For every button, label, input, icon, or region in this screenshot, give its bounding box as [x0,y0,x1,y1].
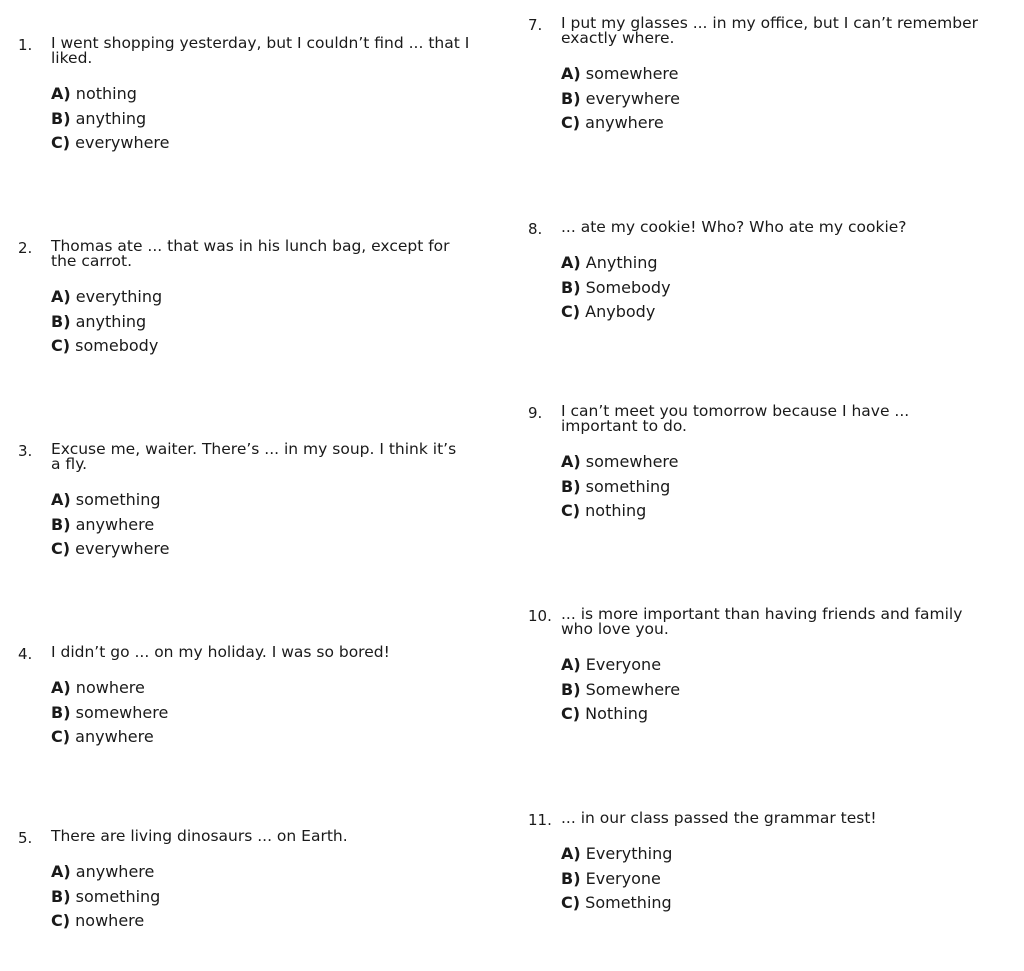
option-c[interactable] [561,891,877,916]
option-text: Something [585,893,672,912]
option-b[interactable] [51,107,469,132]
option-c[interactable] [51,131,469,156]
option-list [51,860,348,934]
option-letter: B) [51,311,71,331]
option-b[interactable] [51,701,390,726]
option-letter: B) [51,514,71,534]
question-5 [18,829,348,934]
question-stem: I didn’t go ... on my holiday. I was so bored! [51,643,390,661]
question-number: 9. [528,404,543,422]
question-number: 3. [18,442,33,460]
option-text: somewhere [585,64,679,83]
option-text: somewhere [75,702,169,722]
option-text: Everyone [585,655,662,674]
option-a[interactable] [561,251,907,276]
option-letter: A) [51,490,71,509]
option-letter: B) [561,868,581,888]
option-text: Everything [585,844,673,863]
option-list [51,676,390,750]
option-list [561,251,907,325]
option-letter: B) [51,702,71,722]
option-b[interactable] [561,475,909,500]
option-a[interactable] [51,860,348,885]
option-text: nowhere [75,678,145,697]
question-11 [528,811,877,916]
question-7 [528,16,978,136]
question-stem: I can’t meet you tomorrow because I have ... important to do. [561,402,910,435]
option-b[interactable] [51,513,456,538]
option-list [561,450,909,524]
option-letter: C) [561,501,581,520]
option-text: anything [75,311,147,331]
option-text: something [585,476,671,496]
option-list [561,653,962,727]
question-number: 7. [528,16,543,34]
question-1 [18,36,469,156]
option-text: Somewhere [585,679,681,699]
option-b[interactable] [561,87,978,112]
option-c[interactable] [51,909,348,934]
question-number: 10. [528,607,552,625]
option-a[interactable] [561,653,962,678]
option-list [561,62,978,136]
option-text: everywhere [585,88,680,108]
option-letter: C) [51,539,71,558]
question-stem: ... is more important than having friends and family who love you. [561,605,963,638]
option-c[interactable] [561,300,907,325]
option-text: everywhere [75,539,170,558]
option-letter: A) [561,64,581,83]
option-list [561,842,877,916]
option-text: anywhere [75,514,155,534]
option-letter: B) [561,476,581,496]
option-letter: C) [51,336,71,355]
option-text: anywhere [585,113,664,132]
question-stem: Thomas ate ... that was in his lunch bag, except for the carrot. [51,237,450,270]
option-c[interactable] [561,111,978,136]
option-letter: B) [561,679,581,699]
question-number: 5. [18,829,33,847]
option-text: Somebody [585,277,671,297]
option-b[interactable] [561,678,962,703]
option-b[interactable] [561,276,907,301]
option-text: anywhere [75,727,154,746]
question-2 [18,239,450,359]
option-a[interactable] [561,450,909,475]
option-letter: A) [51,287,71,306]
option-letter: C) [561,704,581,723]
option-a[interactable] [51,488,456,513]
option-text: everywhere [75,133,170,152]
option-a[interactable] [51,676,390,701]
option-letter: A) [51,862,71,881]
question-number: 11. [528,811,552,829]
option-b[interactable] [51,885,348,910]
option-letter: C) [51,133,71,152]
question-number: 1. [18,36,33,54]
question-number: 8. [528,220,543,238]
option-letter: C) [51,911,71,930]
question-8 [528,220,907,325]
option-a[interactable] [51,82,469,107]
option-letter: A) [51,678,71,697]
option-c[interactable] [51,537,456,562]
question-stem: I put my glasses ... in my office, but I can’t remember exactly where. [561,14,979,47]
option-letter: A) [561,655,581,674]
question-stem: ... ate my cookie! Who? Who ate my cookie? [561,218,907,236]
option-b[interactable] [561,867,877,892]
option-letter: C) [51,727,71,746]
option-letter: C) [561,302,581,321]
option-c[interactable] [51,334,450,359]
option-text: Anything [585,253,658,272]
option-text: nowhere [75,911,145,930]
option-letter: A) [561,253,581,272]
option-letter: A) [561,452,581,471]
question-9 [528,404,909,524]
option-a[interactable] [561,62,978,87]
option-b[interactable] [51,310,450,335]
option-letter: C) [561,113,581,132]
option-letter: A) [51,84,71,103]
question-3 [18,442,456,562]
question-stem: Excuse me, waiter. There’s ... in my soup. I think it’s a fly. [51,440,457,473]
option-text: Everyone [585,868,661,888]
question-4 [18,645,390,750]
option-text: nothing [75,84,137,103]
option-text: everything [75,287,163,306]
question-stem: There are living dinosaurs ... on Earth. [51,827,348,845]
option-a[interactable] [51,285,450,310]
option-text: something [75,490,161,509]
option-c[interactable] [561,702,962,727]
question-number: 2. [18,239,33,257]
option-list [51,488,456,562]
option-text: Nothing [585,704,649,723]
option-letter: B) [561,277,581,297]
option-text: anything [75,108,147,128]
question-stem: ... in our class passed the grammar test! [561,809,877,827]
option-list [51,285,450,359]
option-c[interactable] [51,725,390,750]
option-a[interactable] [561,842,877,867]
option-letter: B) [561,88,581,108]
question-10 [528,607,962,727]
option-letter: A) [561,844,581,863]
option-text: somewhere [585,452,679,471]
option-text: something [75,886,161,906]
option-text: somebody [75,336,159,355]
option-letter: B) [51,108,71,128]
question-stem: I went shopping yesterday, but I couldn’t find ... that I liked. [51,34,470,67]
option-letter: B) [51,886,71,906]
option-c[interactable] [561,499,909,524]
option-text: nothing [585,501,647,520]
option-text: anywhere [75,862,155,881]
option-letter: C) [561,893,581,912]
option-list [51,82,469,156]
question-number: 4. [18,645,33,663]
option-text: Anybody [585,302,656,321]
